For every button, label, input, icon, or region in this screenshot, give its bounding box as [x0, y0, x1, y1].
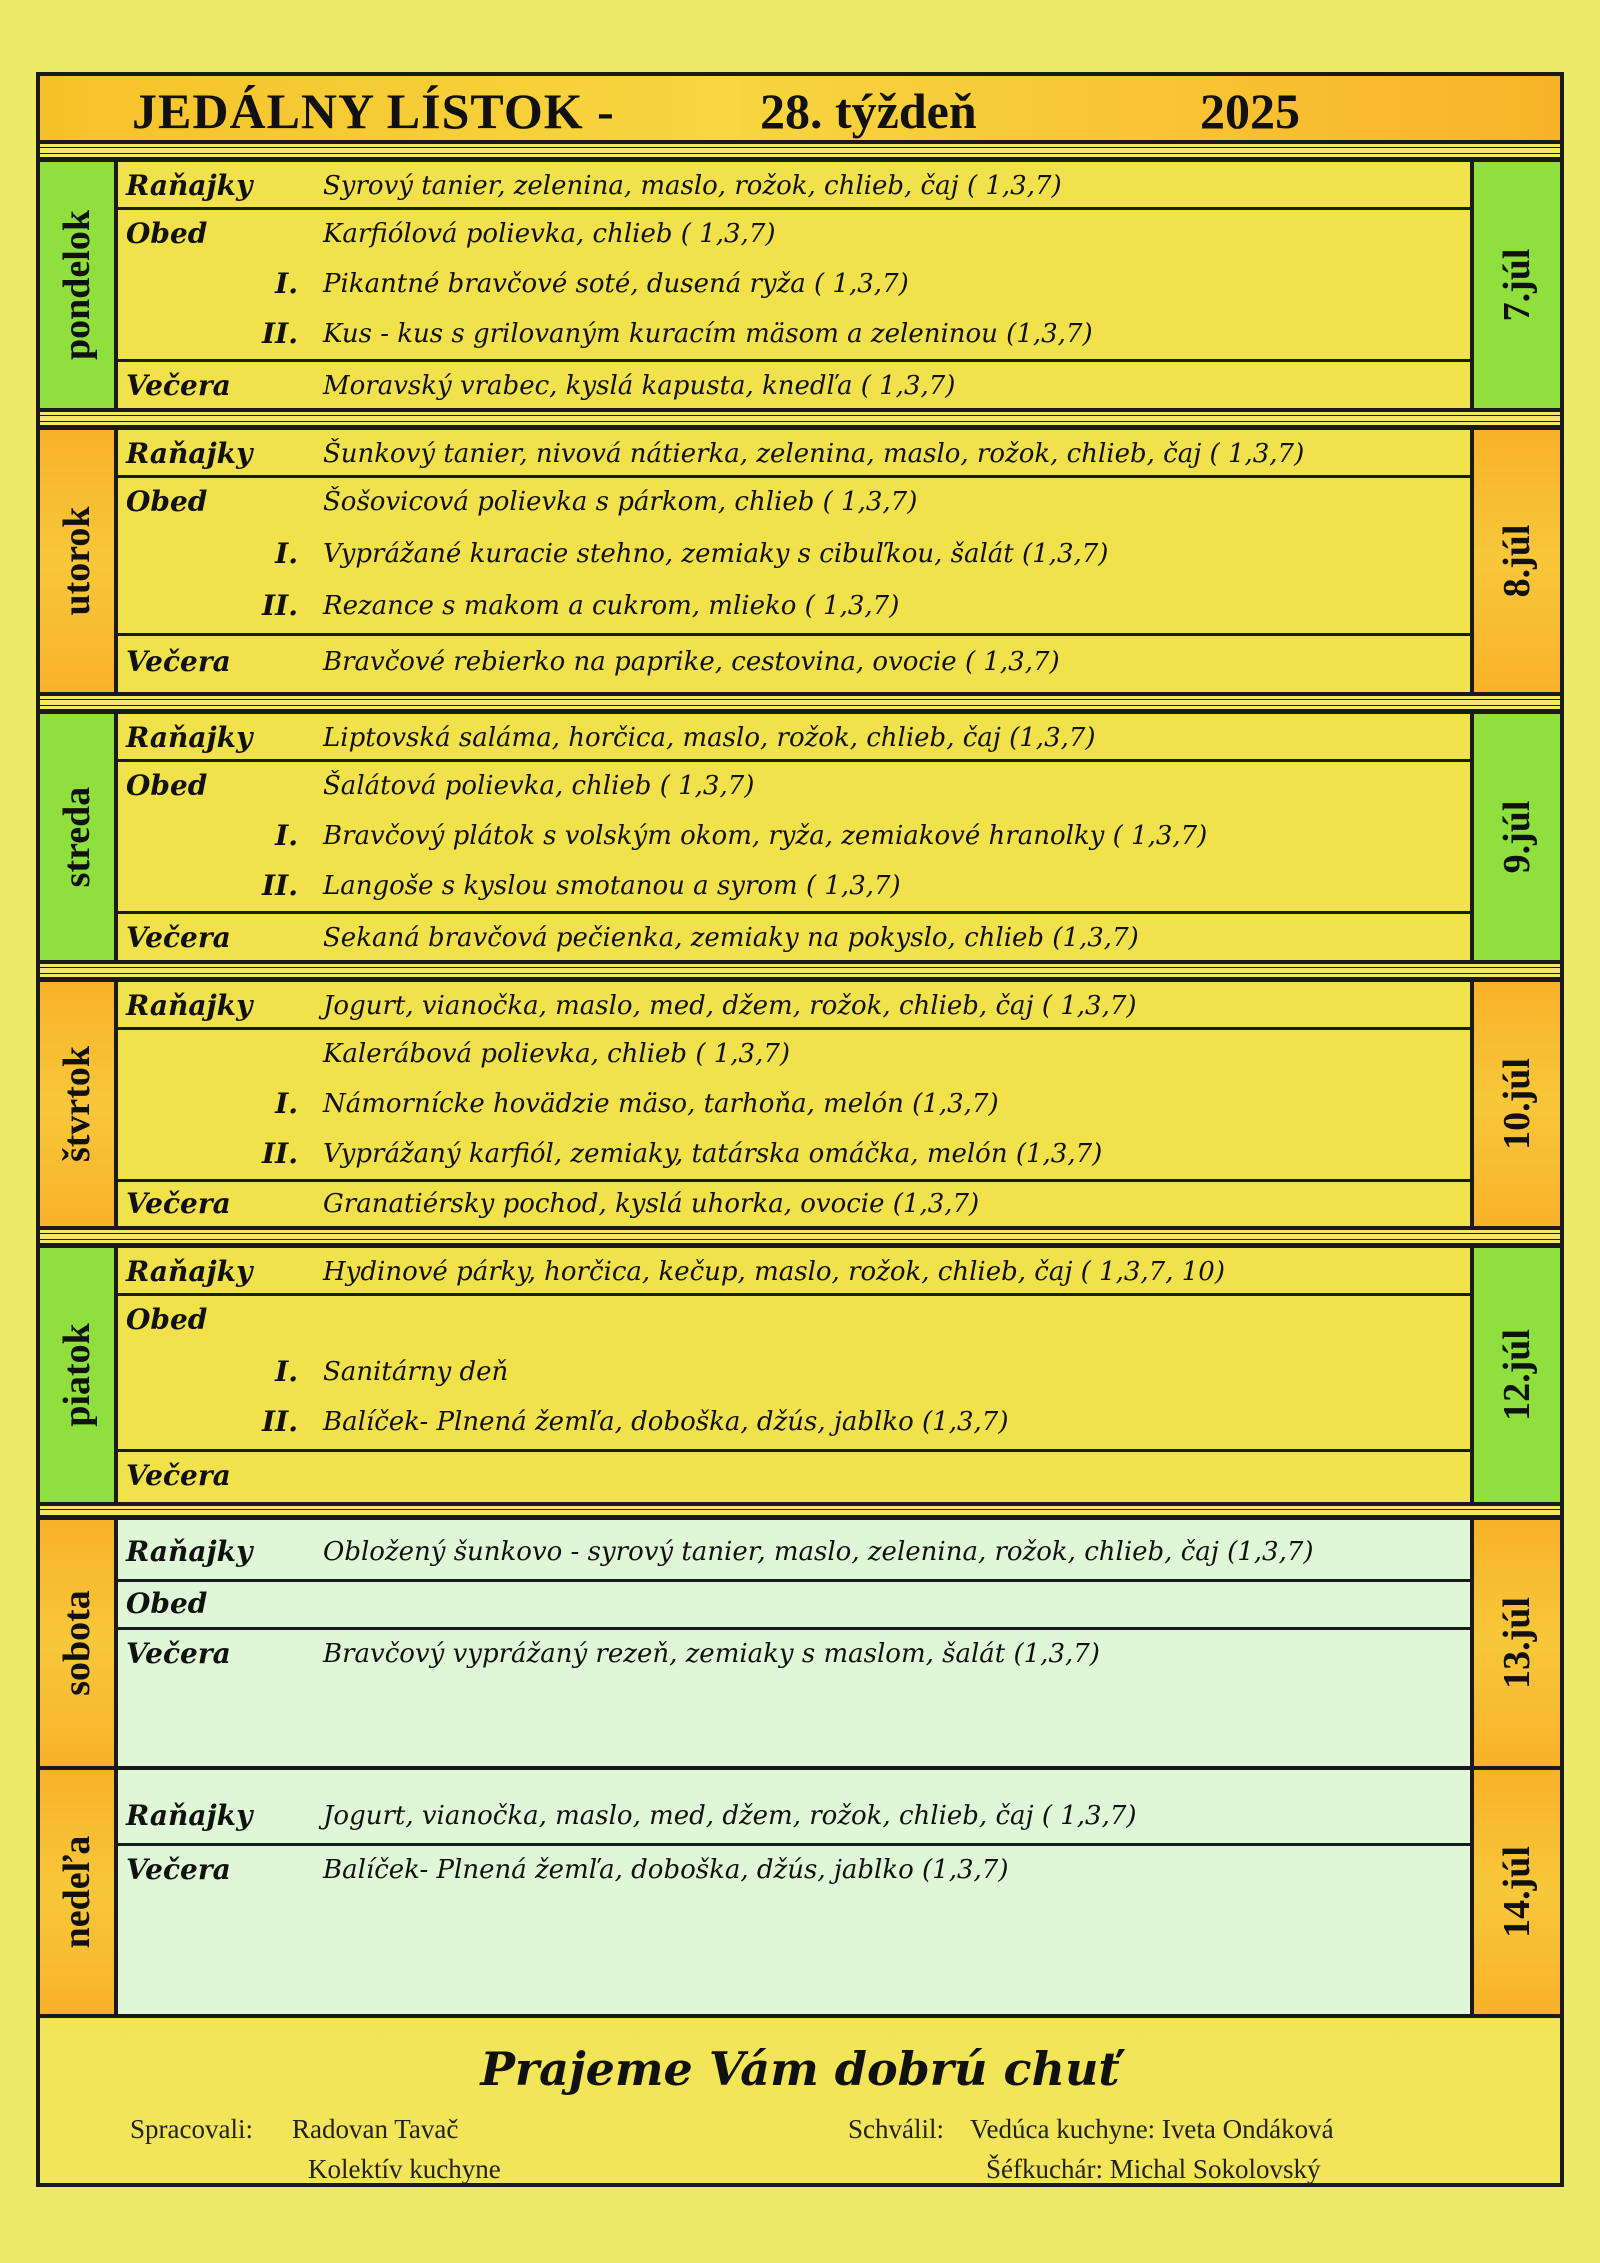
meal-label: Obed [126, 1303, 208, 1336]
breakfast-text: Hydinové párky, horčica, kečup, maslo, rožok, chlieb, čaj ( 1,3,7, 10) [323, 1257, 1225, 1287]
meal-label: Raňajky [126, 989, 253, 1022]
lunch-row [118, 1582, 1470, 1630]
date-cell [1470, 430, 1560, 692]
menu-number: II. [262, 1405, 298, 1438]
day-name: sobota [56, 1590, 98, 1696]
day-date: 13.júl [1496, 1597, 1538, 1689]
meal-label: Obed [126, 769, 208, 802]
meal-label: Obed [126, 1587, 208, 1620]
day-date: 8.júl [1496, 524, 1538, 598]
breakfast-row [118, 714, 1470, 762]
day-thursday [40, 978, 1560, 1230]
prepared-by: Radovan Tavač [292, 2114, 459, 2144]
menu2-text: Balíček- Plnená žemľa, doboška, džús, jablko (1,3,7) [323, 1407, 1009, 1437]
meal-label: Večera [126, 921, 231, 954]
day-separator [40, 1506, 1560, 1516]
lunch-block [118, 1030, 1470, 1182]
meal-label: Večera [126, 1853, 231, 1886]
meal-label: Večera [126, 645, 231, 678]
day-label-cell [40, 430, 118, 692]
lunch-block [118, 478, 1470, 636]
menu-number: I. [275, 537, 298, 570]
meal-label: Večera [126, 369, 231, 402]
menu1-text: Námornícke hovädzie mäso, tarhoňa, melón (1,3,7) [323, 1089, 999, 1119]
prepared-by-team: Kolektív kuchyne [308, 2154, 501, 2184]
day-label-cell [40, 982, 118, 1226]
footer [40, 2018, 1560, 2187]
date-cell [1470, 714, 1560, 960]
meal-label: Raňajky [126, 169, 253, 202]
menu1-text: Bravčový plátok s volským okom, ryža, zemiakové hranolky ( 1,3,7) [323, 821, 1208, 851]
dinner-row [118, 1182, 1470, 1230]
day-label-cell [40, 714, 118, 960]
day-name: štvrtok [56, 1045, 98, 1163]
date-cell [1470, 1248, 1560, 1502]
menu1-text: Vyprážané kuracie stehno, zemiaky s cibuľkou, šalát (1,3,7) [323, 539, 1109, 569]
breakfast-row [118, 1770, 1470, 1846]
meal-label: Večera [126, 1637, 231, 1670]
breakfast-row [118, 982, 1470, 1030]
meal-label: Raňajky [126, 437, 253, 470]
lunch-block [118, 210, 1470, 362]
day-date: 12.júl [1496, 1329, 1538, 1421]
meal-label: Večera [126, 1459, 231, 1492]
meal-label: Raňajky [126, 1535, 253, 1568]
breakfast-text: Syrový tanier, zelenina, maslo, rožok, chlieb, čaj ( 1,3,7) [323, 171, 1062, 201]
dinner-row [118, 636, 1470, 692]
meal-label: Večera [126, 1187, 231, 1220]
breakfast-text: Jogurt, vianočka, maslo, med, džem, rožok, chlieb, čaj ( 1,3,7) [323, 1801, 1137, 1831]
soup-text: Karfiólová polievka, chlieb ( 1,3,7) [323, 219, 776, 249]
day-date: 14.júl [1496, 1846, 1538, 1938]
dinner-row [118, 1846, 1470, 2016]
soup-text: Šošovicová polievka s párkom, chlieb ( 1,3,7) [323, 487, 918, 517]
date-cell [1470, 1770, 1560, 2014]
lunch-block [118, 1296, 1470, 1452]
breakfast-row [118, 430, 1470, 478]
day-label-cell [40, 1520, 118, 1766]
breakfast-text: Liptovská saláma, horčica, maslo, rožok, chlieb, čaj (1,3,7) [323, 723, 1096, 753]
approved-label: Schválil: [848, 2114, 944, 2144]
date-cell [1470, 1520, 1560, 1766]
dinner-text: Bravčový vyprážaný rezeň, zemiaky s maslom, šalát (1,3,7) [323, 1639, 1100, 1669]
day-label-cell [40, 1248, 118, 1502]
soup-text: Kalerábová polievka, chlieb ( 1,3,7) [323, 1039, 791, 1069]
menu2-text: Kus - kus s grilovaným kuracím mäsom a zeleninou (1,3,7) [323, 319, 1093, 349]
dinner-text: Granatiérsky pochod, kyslá uhorka, ovocie (1,3,7) [323, 1189, 980, 1219]
day-date: 9.júl [1496, 800, 1538, 874]
dinner-row [118, 362, 1470, 412]
day-tuesday [40, 426, 1560, 696]
breakfast-row [118, 1520, 1470, 1582]
day-sunday [40, 1766, 1560, 2018]
day-separator [40, 144, 1560, 158]
dinner-text: Bravčové rebierko na paprike, cestovina, ovocie ( 1,3,7) [323, 647, 1060, 677]
soup-text: Šalátová polievka, chlieb ( 1,3,7) [323, 771, 755, 801]
page-title: JEDÁLNY LÍSTOK - [132, 83, 615, 139]
day-label-cell [40, 162, 118, 408]
breakfast-text: Jogurt, vianočka, maslo, med, džem, rožok, chlieb, čaj ( 1,3,7) [323, 991, 1137, 1021]
day-name: piatok [56, 1323, 98, 1427]
menu-number: II. [262, 869, 298, 902]
menu-number: I. [275, 267, 298, 300]
approved-by: Vedúca kuchyne: Iveta Ondáková [970, 2114, 1334, 2144]
day-name: streda [56, 786, 98, 888]
menu-number: I. [275, 1087, 298, 1120]
meal-label: Obed [126, 485, 208, 518]
dinner-row [118, 1630, 1470, 1770]
dinner-text: Moravský vrabec, kyslá kapusta, knedľa ( 1,3,7) [323, 371, 956, 401]
breakfast-row [118, 162, 1470, 210]
day-date: 7.júl [1496, 248, 1538, 322]
day-separator [40, 1230, 1560, 1244]
menu2-text: Langoše s kyslou smotanou a syrom ( 1,3,7) [323, 871, 901, 901]
dinner-text: Sekaná bravčová pečienka, zemiaky na pokyslo, chlieb (1,3,7) [323, 923, 1139, 953]
menu-number: II. [262, 1137, 298, 1170]
day-wednesday [40, 710, 1560, 964]
day-friday [40, 1244, 1560, 1506]
menu-number: I. [275, 819, 298, 852]
title-bar [40, 76, 1560, 144]
menu1-text: Sanitárny deň [323, 1357, 509, 1387]
meal-label: Obed [126, 217, 208, 250]
meal-label: Raňajky [126, 1799, 253, 1832]
day-name: nedeľa [56, 1835, 98, 1949]
day-name: pondelok [56, 210, 98, 360]
menu2-text: Rezance s makom a cukrom, mlieko ( 1,3,7) [323, 591, 900, 621]
menu2-text: Vyprážaný karfiól, zemiaky, tatárska omáčka, melón (1,3,7) [323, 1139, 1103, 1169]
date-cell [1470, 162, 1560, 408]
lunch-block [118, 762, 1470, 914]
year: 2025 [1200, 83, 1300, 139]
day-monday [40, 158, 1560, 412]
breakfast-text: Obložený šunkovo - syrový tanier, maslo, zelenina, rožok, chlieb, čaj (1,3,7) [323, 1537, 1314, 1567]
dinner-text: Balíček- Plnená žemľa, doboška, džús, jablko (1,3,7) [323, 1855, 1009, 1885]
dinner-row [118, 1452, 1470, 1506]
date-cell [1470, 982, 1560, 1226]
prepared-label: Spracovali: [130, 2114, 253, 2144]
menu-number: II. [262, 317, 298, 350]
menu-number: II. [262, 589, 298, 622]
menu-number: I. [275, 1355, 298, 1388]
meal-label: Raňajky [126, 1255, 253, 1288]
day-separator [40, 412, 1560, 426]
day-date: 10.júl [1496, 1058, 1538, 1150]
menu-sheet [36, 72, 1564, 2187]
day-saturday [40, 1516, 1560, 1770]
meal-label: Raňajky [126, 721, 253, 754]
dinner-row [118, 914, 1470, 964]
menu1-text: Pikantné bravčové soté, dusená ryža ( 1,3,7) [323, 269, 909, 299]
week-number: 28. týždeň [760, 83, 977, 139]
breakfast-text: Šunkový tanier, nivová nátierka, zelenina, maslo, rožok, chlieb, čaj ( 1,3,7) [323, 439, 1305, 469]
day-label-cell [40, 1770, 118, 2014]
day-separator [40, 696, 1560, 710]
day-name: utorok [56, 506, 98, 616]
greeting: Prajeme Vám dobrú chuť [480, 2042, 1120, 2096]
chef: Šéfkuchár: Michal Sokolovský [986, 2154, 1321, 2184]
breakfast-row [118, 1248, 1470, 1296]
day-separator [40, 964, 1560, 978]
